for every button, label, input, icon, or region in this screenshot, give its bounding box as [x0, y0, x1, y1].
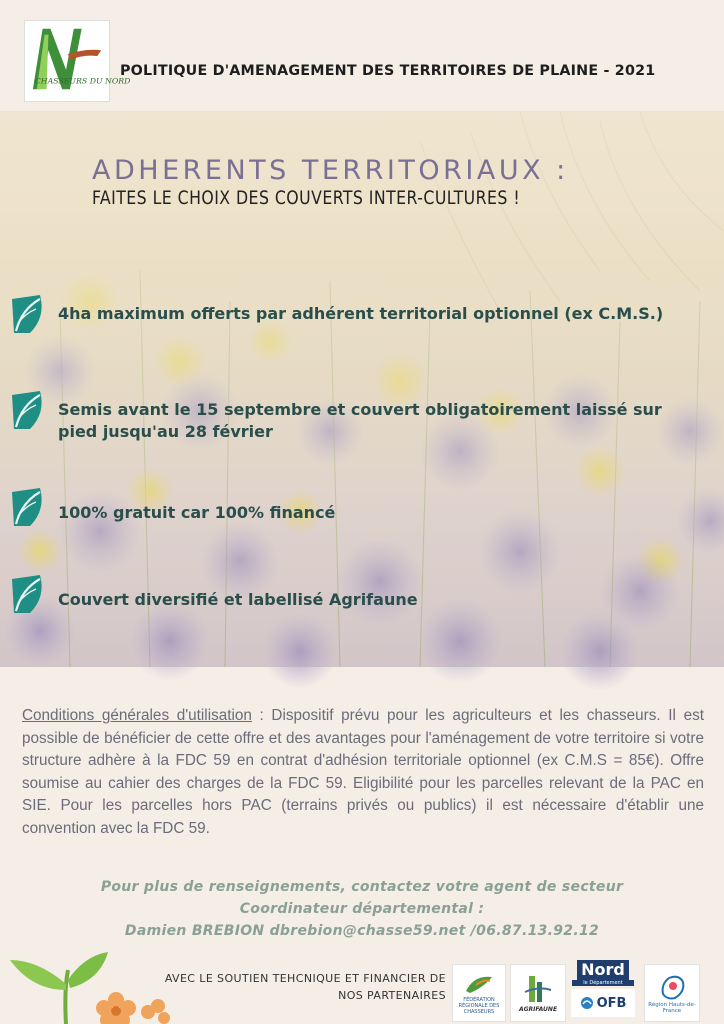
- nord-department-logo: [577, 960, 629, 980]
- contact-block: [0, 876, 724, 942]
- bullet-text: Semis avant le 15 septembre et couvert obligatoirement laissé sur pied jusqu'au 28 février: [58, 400, 662, 441]
- bullet-text: 4ha maximum offerts par adhérent territorial optionnel (ex C.M.S.): [58, 304, 664, 323]
- header: [0, 0, 724, 110]
- frc-logo-text: FÉDÉRATION RÉGIONALE DES CHASSEURS: [458, 997, 500, 1015]
- partners-line: NOS PARTENAIRES: [338, 989, 446, 1002]
- bullet-item: [10, 291, 710, 339]
- hero-subtitle: FAITES LE CHOIX DES COUVERTS INTER-CULTURES !: [92, 187, 521, 209]
- partners-caption: [100, 970, 446, 1004]
- bullet-item: [10, 387, 710, 443]
- logo-text: CHASSEURS DU NORD: [34, 76, 131, 86]
- conditions-label: Conditions générales d'utilisation: [22, 707, 252, 724]
- leaf-icon: [10, 484, 48, 532]
- conditions-text: : Dispositif prévu pour les agriculteurs et les chasseurs. Il est possible de bénéficier de cette offre et des avantages pour l'aménagement de votre territoire si votre structure adhère à la FDC 59 en contrat d'adhésion territoriale optionnel (ex C.M.S = 85€). Offre soumise au cahier des charges de la FDC 59. Eligibilité pour les parcelles relevant de la PAC en SIE. Pour les parcelles hors PAC (terrains privés ou publics) il est nécessaire d'établir une convention avec la FDC 59.: [22, 707, 704, 837]
- contact-details: Damien BREBION dbrebion@chasse59.net /06.87.13.92.12: [124, 923, 600, 939]
- frc-logo: [452, 964, 506, 1022]
- region-logo-text: Région Hauts-de-France: [648, 1002, 696, 1014]
- nord-ofb-logos: [570, 960, 636, 1022]
- leaf-icon: [10, 291, 48, 339]
- bullet-item: [10, 571, 710, 619]
- bullet-item: [10, 484, 710, 532]
- contact-line: Coordinateur départemental :: [239, 901, 485, 917]
- page-title: POLITIQUE D'AMENAGEMENT DES TERRITOIRES DE PLAINE - 2021: [120, 63, 656, 79]
- bullet-text: Couvert diversifié et labellisé Agrifaune: [58, 590, 418, 609]
- leaf-icon: [10, 571, 48, 619]
- nord-logo-text: Nord: [581, 960, 625, 979]
- leaf-icon: [10, 387, 48, 435]
- partners-line: AVEC LE SOUTIEN TEHCNIQUE ET FINANCIER DE: [164, 972, 446, 985]
- agrifaune-logo-text: AGRIFAUNE: [518, 1005, 558, 1013]
- agrifaune-logo: [510, 964, 566, 1022]
- fdc-nord-logo: [24, 20, 131, 102]
- ofb-logo-text: OFB: [596, 995, 627, 1011]
- bullet-text: 100% gratuit car 100% financé: [58, 503, 336, 522]
- region-hdf-logo: [644, 964, 700, 1022]
- nord-logo-subtext: le Département: [572, 980, 634, 986]
- hero-banner: [0, 111, 724, 667]
- region-map-icon: [657, 972, 687, 1002]
- ofb-logo: [571, 989, 635, 1017]
- hero-title: ADHERENTS TERRITORIAUX :: [92, 155, 569, 186]
- contact-line: Pour plus de renseignements, contactez votre agent de secteur: [100, 879, 624, 895]
- agrifaune-emblem-icon: [523, 974, 553, 1006]
- ofb-emblem-icon: [580, 996, 594, 1010]
- frc-emblem-icon: [462, 971, 496, 997]
- conditions-paragraph: [22, 705, 704, 840]
